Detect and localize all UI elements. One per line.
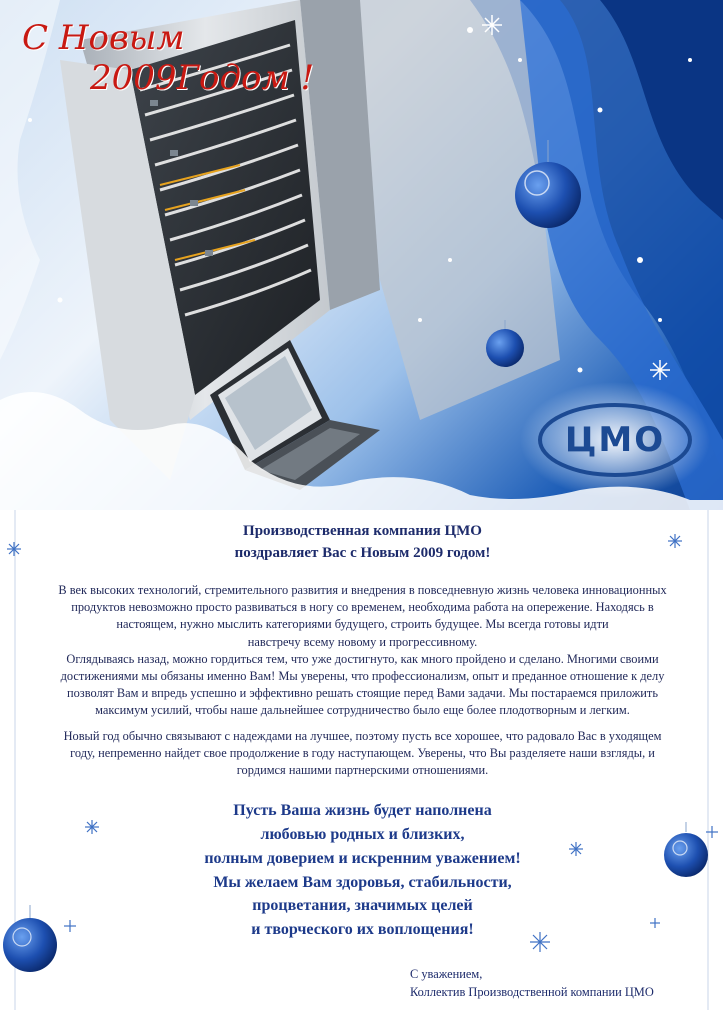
wish-line: полным доверием и искренним уважением! [204,849,521,867]
wish-line: Мы желаем Вам здоровья, стабильности, [213,873,512,891]
company-logo [540,402,690,476]
ornament-ball [515,162,581,228]
paragraph-line: гордимся нашими партнерскими отношениями. [236,763,489,778]
greeting-line-2: 2009Годом ! [90,58,315,98]
paragraph-line: Новый год обычно связывают с надеждами на лучшее, поэтому пусть все хорошее, что радовало Вас в уходящем [63,728,662,743]
paragraph-line: настоящем, нужно мыслить категориями будущего, строить будущее. Мы всегда готовы идти [116,617,609,632]
wish-line: и творческого их воплощения! [251,921,474,939]
heading-line-1: Производственная компания ЦМО [243,523,482,539]
letter-heading [30,520,695,564]
wish-block [30,799,695,942]
heading-line-2: поздравляет Вас с Новым 2009 годом! [234,545,491,561]
paragraph-line: В век высоких технологий, стремительного развития и внедрения в повседневную жизнь человека инновационных [58,583,667,597]
logo-text: ЦМО [564,420,666,460]
signature-line-2: Коллектив Производственной компании ЦМО [410,985,654,999]
signature-line-1: С уважением, [410,967,483,981]
paragraph-2 [30,651,695,720]
paragraph-line: Оглядываясь назад, можно гордиться тем, что уже достигнуто, как много пройдено и сделано. Многими своими [66,651,659,666]
paragraph-3 [30,728,695,780]
paragraph-line: позволят Вам и впредь успешно и эффективно решать стоящие перед Вами задачи. Мы постараемся приложить [66,686,658,701]
hero-illustration [0,0,723,510]
paragraph-line: достижениями мы обязаны именно Вам! Мы уверены, что профессионализм, опыт и преданное отношение к делу [60,669,665,684]
paragraph-line: максимум усилий, чтобы наше дальнейшее сотрудничество было еще более плодотворным и легким. [95,703,630,718]
greeting-letter [30,520,695,958]
signature [410,965,654,1001]
paragraph-1 [30,582,695,651]
paragraph-line: продуктов невозможно просто развиваться в ногу со временем, необходима работа на опережение. Находясь в [71,600,654,615]
paragraph-line: навстречу всему новому и прогрессивному. [247,634,478,649]
wish-line: Пусть Ваша жизнь будет наполнена [233,802,492,820]
greeting-line-1: С Новым [22,18,185,58]
wish-line: процветания, значимых целей [252,897,473,915]
wish-line: любовью родных и близких, [260,826,465,844]
greeting-title [22,18,322,98]
paragraph-line: году, непременно найдет свое продолжение в году наступающем. Уверены, что Вы разделяете наши взгляды, и [70,745,655,760]
